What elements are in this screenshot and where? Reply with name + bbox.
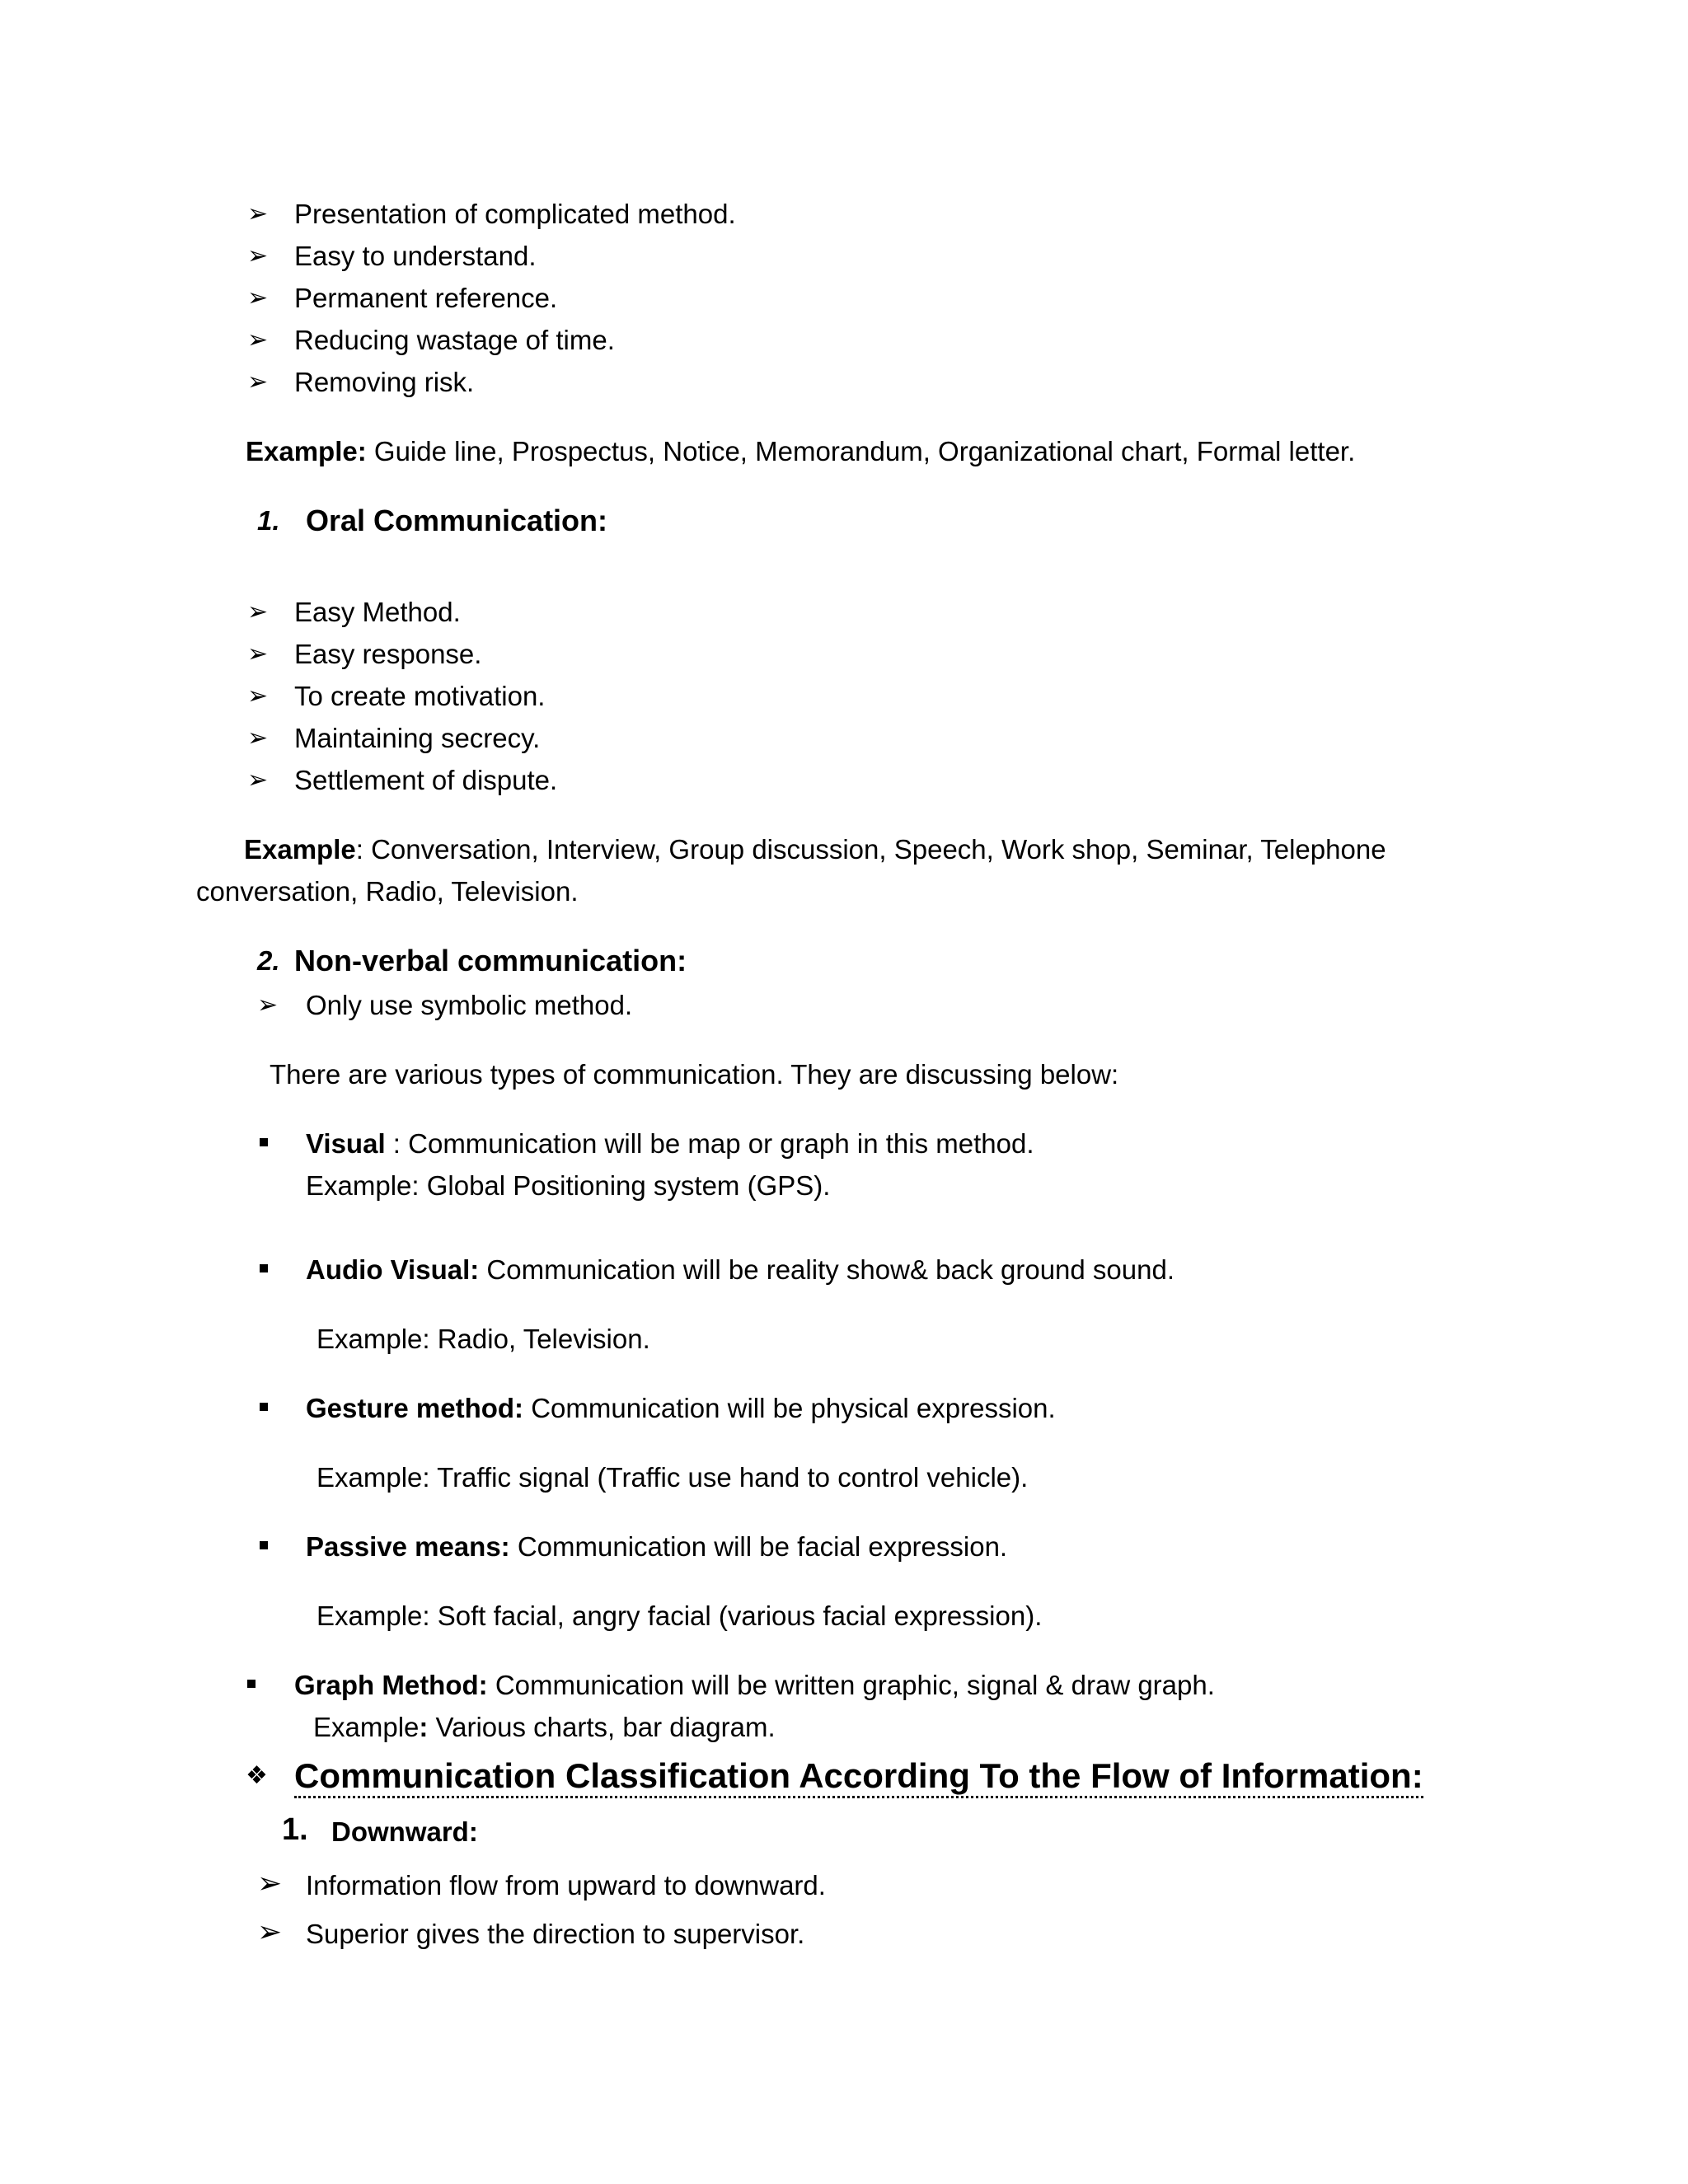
type-passive (306, 1530, 1007, 1563)
square-bullet-icon (260, 1264, 268, 1272)
list-item: Settlement of dispute. (294, 765, 558, 795)
arrow-bullet-icon: ➢ (247, 284, 269, 312)
list-item: Only use symbolic method. (306, 990, 633, 1020)
square-bullet-icon (247, 1680, 256, 1688)
list-item: Superior gives the direction to supervisor. (306, 1919, 805, 1949)
type-graph (294, 1669, 1215, 1702)
square-bullet-icon (260, 1138, 268, 1146)
downward-number: 1. (282, 1812, 308, 1847)
arrow-bullet-icon: ➢ (257, 1867, 283, 1900)
list-item: Reducing wastage of time. (294, 325, 615, 355)
list-item: Presentation of complicated method. (294, 199, 736, 229)
type-example: Example: Traffic signal (Traffic use hand to control vehicle). (316, 1462, 1029, 1493)
arrow-bullet-icon: ➢ (247, 598, 269, 626)
square-bullet-icon (260, 1403, 268, 1411)
type-label: Gesture method: (306, 1393, 524, 1423)
oral-heading-text: Oral Communication: (306, 504, 608, 537)
list-item: Maintaining secrecy. (294, 723, 541, 753)
list-item: Easy Method. (294, 597, 461, 627)
downward-heading: Downward: (331, 1816, 478, 1847)
type-label: Visual (306, 1128, 386, 1159)
classification-heading: Communication Classification According To the Flow of Information: (294, 1756, 1423, 1798)
type-audio-visual (306, 1254, 1175, 1286)
type-label: Audio Visual: (306, 1254, 480, 1285)
oral-example-line1 (244, 833, 1386, 866)
heading-number: 1. (257, 505, 280, 536)
square-bullet-icon (260, 1541, 268, 1549)
example-text: Guide line, Prospectus, Notice, Memorandum, Organizational chart, Formal letter. (366, 436, 1356, 466)
example-colon: : (419, 1712, 429, 1742)
example-prefix: Example (313, 1712, 420, 1742)
arrow-bullet-icon: ➢ (247, 682, 269, 710)
written-example (246, 435, 1355, 468)
type-text: Communication will be physical expression. (523, 1393, 1056, 1423)
type-visual (306, 1127, 1034, 1160)
type-example: Example: Soft facial, angry facial (various facial expression). (316, 1601, 1043, 1631)
type-text: : Communication will be map or graph in this method. (385, 1128, 1034, 1159)
type-text: Communication will be written graphic, signal & draw graph. (487, 1670, 1215, 1700)
example-rest: Various charts, bar diagram. (428, 1712, 776, 1742)
list-item: Easy to understand. (294, 241, 537, 271)
arrow-bullet-icon: ➢ (247, 640, 269, 668)
example-label: Example: (246, 436, 367, 466)
arrow-bullet-icon: ➢ (247, 368, 269, 396)
nonverbal-heading: Non-verbal communication: (294, 944, 687, 977)
types-intro: There are various types of communication. They are discussing below: (270, 1059, 1119, 1090)
type-gesture (306, 1392, 1056, 1425)
type-text: Communication will be facial expression. (509, 1531, 1008, 1562)
arrow-bullet-icon: ➢ (247, 766, 269, 794)
arrow-bullet-icon: ➢ (257, 991, 279, 1019)
arrow-bullet-icon: ➢ (257, 1915, 283, 1949)
type-example: Example: Global Positioning system (GPS). (306, 1170, 831, 1201)
example-label: Example (244, 834, 356, 865)
list-item: Permanent reference. (294, 283, 558, 313)
arrow-bullet-icon: ➢ (247, 326, 269, 354)
diamond-bullet-icon: ❖ (246, 1761, 268, 1790)
list-item: Removing risk. (294, 367, 475, 397)
type-label: Passive means: (306, 1531, 510, 1562)
nonverbal-heading-number (257, 944, 280, 977)
type-example (313, 1711, 776, 1744)
oral-heading (257, 504, 280, 537)
list-item: Easy response. (294, 639, 482, 669)
oral-example-line2: conversation, Radio, Television. (196, 876, 579, 907)
arrow-bullet-icon: ➢ (247, 724, 269, 752)
example-text: : Conversation, Interview, Group discussion, Speech, Work shop, Seminar, Telephone (355, 834, 1386, 865)
heading-number: 2. (257, 945, 280, 976)
type-example: Example: Radio, Television. (316, 1324, 650, 1354)
arrow-bullet-icon: ➢ (247, 199, 269, 228)
list-item: Information flow from upward to downward. (306, 1870, 826, 1900)
type-text: Communication will be reality show& back ground sound. (479, 1254, 1175, 1285)
arrow-bullet-icon: ➢ (247, 241, 269, 270)
type-label: Graph Method: (294, 1670, 488, 1700)
list-item: To create motivation. (294, 681, 546, 711)
